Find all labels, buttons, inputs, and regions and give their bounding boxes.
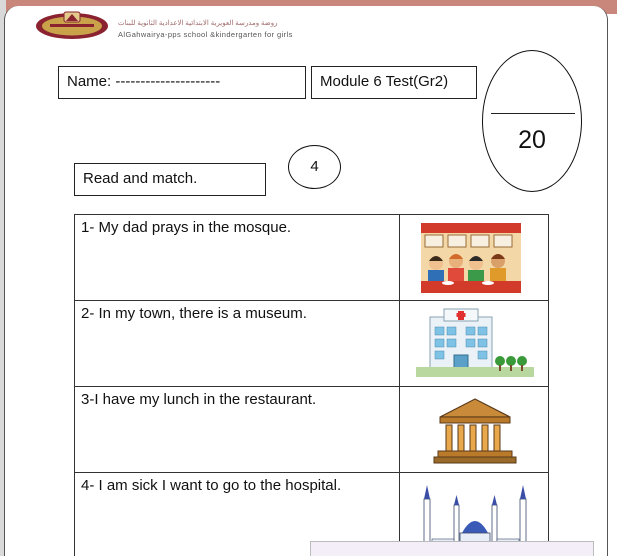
instruction-box: Read and match. [74, 163, 266, 196]
table-row [75, 215, 549, 301]
table-row [75, 301, 549, 387]
school-name-english: AlGahwairya-pps school &kindergarten for girls [118, 30, 293, 39]
section-marks-circle: 4 [288, 145, 341, 189]
sentence-4: 4- I am sick I want to go to the hospital. [75, 473, 400, 556]
sentence-1: 1- My dad prays in the mosque. [75, 215, 400, 301]
restaurant-picture[interactable] [408, 221, 542, 295]
score-oval [482, 50, 582, 192]
score-blank-line[interactable] [491, 113, 575, 114]
test-title: Module 6 Test(Gr2) [311, 66, 477, 99]
matching-table [74, 214, 549, 556]
bottom-panel-edge [310, 541, 594, 556]
name-field[interactable]: Name: --------------------- [58, 66, 306, 99]
table-row [75, 387, 549, 473]
school-logo [34, 10, 110, 40]
sentence-2: 2- In my town, there is a museum. [75, 301, 400, 387]
school-name-arabic: روضة ومدرسة العويرية الابتدائية الاعدادية الثانوية للبنات [118, 20, 278, 27]
hospital-picture[interactable] [408, 307, 542, 381]
picture-cell-1[interactable] [400, 215, 549, 301]
picture-cell-3[interactable] [400, 387, 549, 473]
museum-picture[interactable] [408, 393, 542, 467]
score-total: 20 [518, 126, 546, 154]
picture-cell-2[interactable] [400, 301, 549, 387]
sentence-3: 3-I have my lunch in the restaurant. [75, 387, 400, 473]
